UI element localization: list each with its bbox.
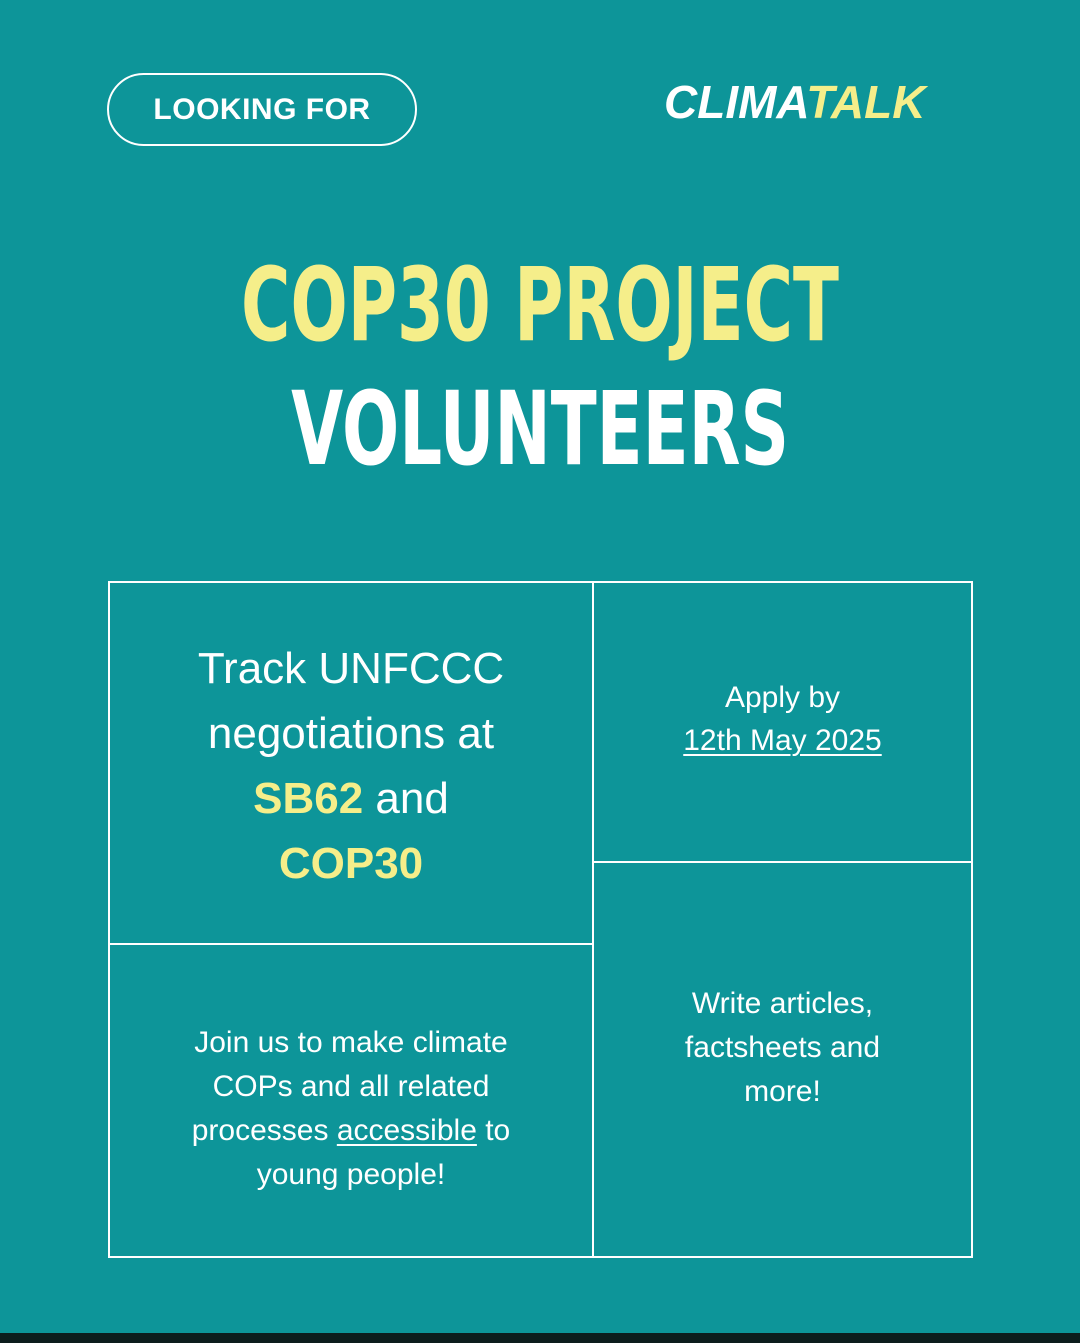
write-articles-cell <box>594 863 971 1256</box>
join-line-3 <box>192 1109 511 1153</box>
looking-for-badge <box>107 73 417 146</box>
join-us-cell <box>110 945 592 1256</box>
join-line-3-pre: processes <box>191 1113 337 1147</box>
cop30-highlight: COP30 <box>278 839 424 888</box>
logo-clima: CLIMA <box>664 76 807 128</box>
join-line-1: Join us to make climate <box>194 1025 508 1059</box>
apply-deadline-cell <box>594 583 971 861</box>
headline-line-1: COP30 PROJECT <box>241 246 839 365</box>
headline-line-2: VOLUNTEERS <box>291 370 789 489</box>
track-negotiations-cell <box>110 583 592 943</box>
sb62-highlight: SB62 <box>253 774 364 823</box>
join-line-2: COPs and all related <box>212 1069 490 1103</box>
track-line-1: Track UNFCCC <box>197 644 505 693</box>
accessible-link[interactable]: accessible <box>336 1113 477 1147</box>
track-joiner: and <box>363 774 449 823</box>
join-line-4: young people! <box>256 1157 446 1191</box>
write-line-2: factsheets and <box>684 1030 881 1064</box>
apply-date-link[interactable]: 12th May 2025 <box>683 724 882 757</box>
logo-talk: TALK <box>806 76 926 128</box>
write-line-1: Write articles, <box>691 986 874 1020</box>
write-line-3: more! <box>744 1074 821 1108</box>
join-line-3-post: to <box>476 1113 511 1147</box>
bottom-strip <box>0 1333 1080 1343</box>
apply-label: Apply by <box>724 681 841 714</box>
looking-for-label: LOOKING FOR <box>153 92 371 126</box>
track-line-2: negotiations at <box>207 709 495 758</box>
track-line-3 <box>198 766 504 831</box>
climatalk-logo <box>664 72 976 132</box>
